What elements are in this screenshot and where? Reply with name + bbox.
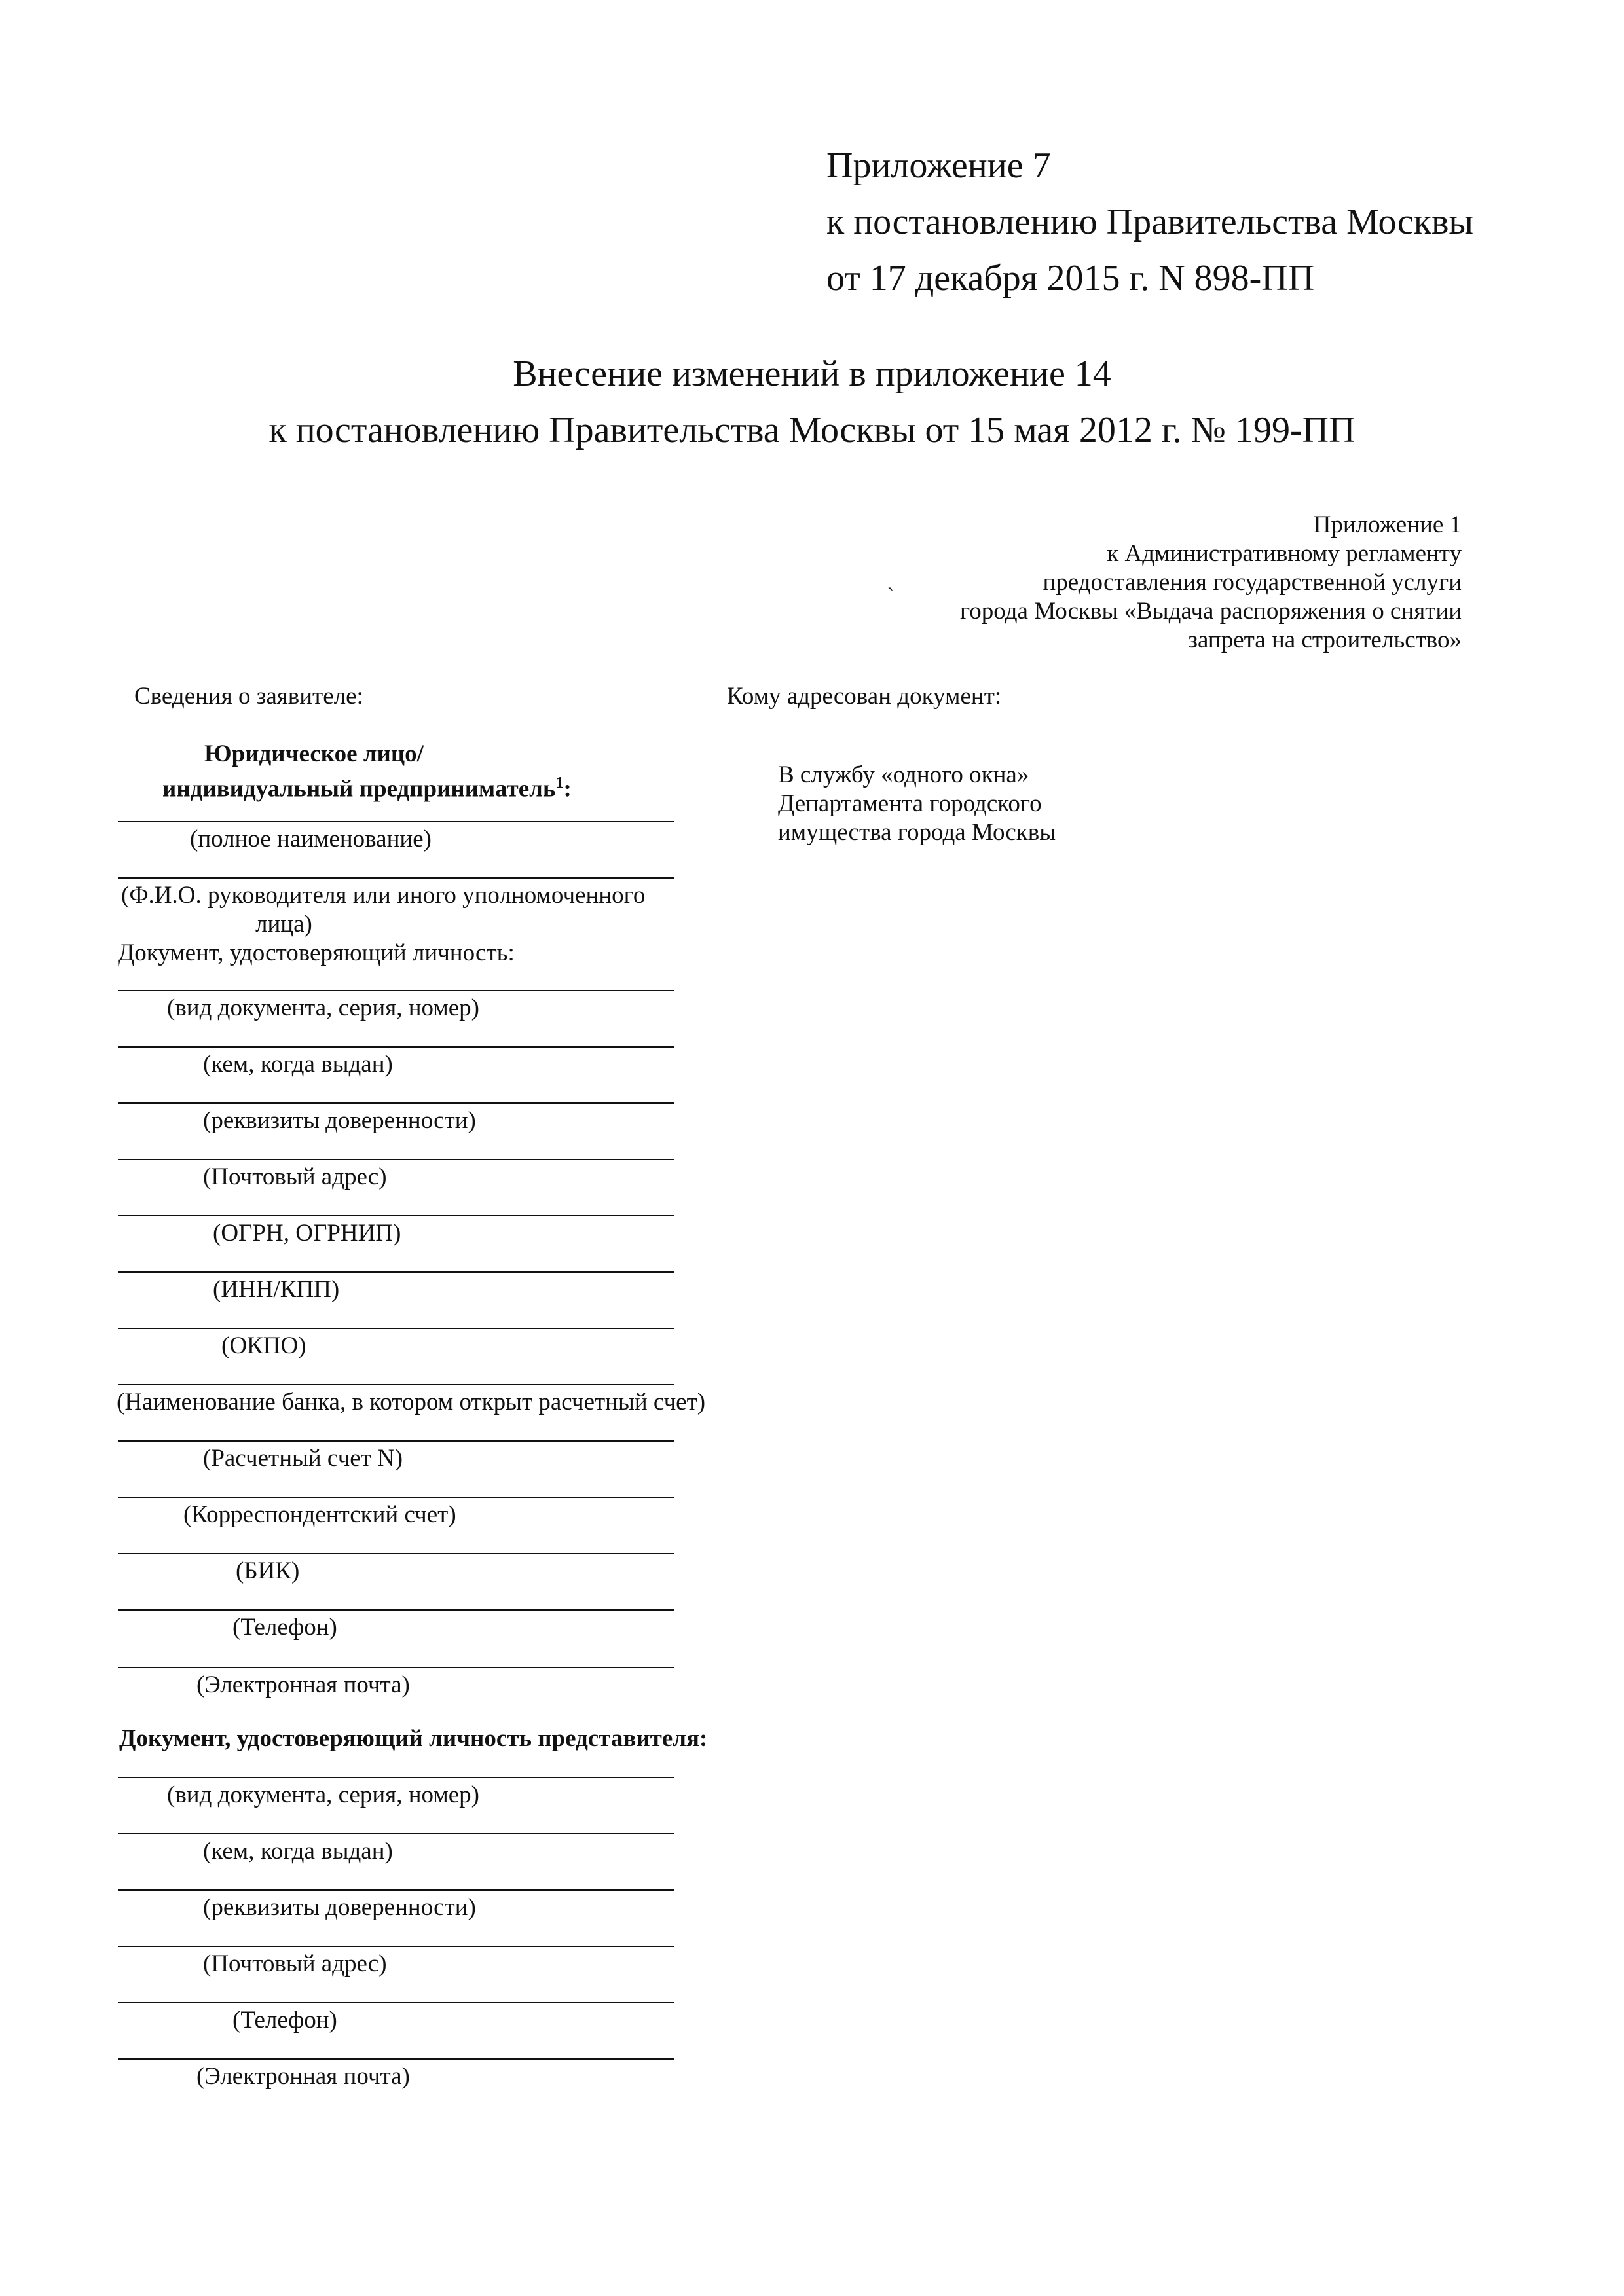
annex-line-3: предоставления государственной услуги: [1043, 569, 1462, 596]
rep-doc-type-line[interactable]: [118, 1777, 674, 1778]
addressee-heading: Кому адресован документ:: [727, 683, 1002, 710]
appendix-date: от 17 декабря 2015 г. N 898-ПП: [826, 258, 1315, 299]
full-name-line[interactable]: [118, 821, 674, 822]
appendix-number: Приложение 7: [826, 145, 1051, 186]
doc-type-caption: (вид документа, серия, номер): [167, 994, 480, 1021]
annex-line-1: Приложение 1: [1313, 511, 1462, 538]
bik-line[interactable]: [118, 1553, 674, 1554]
okpo-line[interactable]: [118, 1328, 674, 1329]
full-name-caption: (полное наименование): [190, 826, 432, 852]
rep-email-caption: (Электронная почта): [196, 2063, 410, 2090]
account-line[interactable]: [118, 1440, 674, 1442]
head-name-caption-cont: лица): [255, 911, 312, 938]
entity-type-line-2: [162, 769, 572, 803]
document-title: [0, 346, 1624, 458]
phone-line[interactable]: [118, 1609, 674, 1611]
stray-mark: `: [887, 584, 894, 606]
rep-issued-by-caption: (кем, когда выдан): [203, 1838, 393, 1865]
annex-line-4: города Москвы «Выдача распоряжения о снятии: [960, 598, 1462, 625]
poa-caption: (реквизиты доверенности): [203, 1107, 476, 1134]
inn-kpp-line[interactable]: [118, 1271, 674, 1273]
bank-name-line[interactable]: [118, 1384, 674, 1385]
addressee-line-1: В службу «одного окна»: [778, 761, 1029, 788]
rep-poa-caption: (реквизиты доверенности): [203, 1894, 476, 1921]
annex-line-2: к Административному регламенту: [1107, 540, 1462, 567]
corr-account-caption: (Корреспондентский счет): [183, 1501, 456, 1528]
okpo-caption: (ОКПО): [221, 1332, 306, 1359]
rep-postal-address-line[interactable]: [118, 1946, 674, 1947]
id-document-label: Документ, удостоверяющий личность:: [118, 939, 515, 966]
inn-kpp-caption: (ИНН/КПП): [213, 1276, 340, 1303]
annex-reference: [960, 511, 1462, 655]
bik-caption: (БИК): [236, 1558, 300, 1584]
phone-caption: (Телефон): [232, 1614, 337, 1641]
entity-type-colon: :: [563, 775, 572, 803]
postal-address-line[interactable]: [118, 1159, 674, 1160]
title-line-1: Внесение изменений в приложение 14: [513, 354, 1111, 394]
rep-phone-line[interactable]: [118, 2002, 674, 2003]
bank-name-caption: (Наименование банка, в котором открыт расчетный счет): [117, 1389, 706, 1415]
title-line-2: к постановлению Правительства Москвы от 15 мая 2012 г. № 199-ПП: [268, 410, 1356, 450]
footnote-mark: 1: [555, 774, 564, 792]
postal-address-caption: (Почтовый адрес): [203, 1163, 387, 1190]
poa-line[interactable]: [118, 1102, 674, 1104]
doc-type-line[interactable]: [118, 990, 674, 991]
email-caption: (Электронная почта): [196, 1671, 410, 1698]
addressee-line-3: имущества города Москвы: [778, 819, 1056, 846]
addressee-line-2: Департамента городского: [778, 790, 1042, 817]
email-line[interactable]: [118, 1667, 674, 1668]
appendix-header: [826, 137, 1473, 306]
ogrn-line[interactable]: [118, 1215, 674, 1216]
rep-email-line[interactable]: [118, 2058, 674, 2060]
addressee-block: [778, 761, 1056, 847]
representative-heading: Документ, удостоверяющий личность представителя:: [119, 1725, 708, 1752]
corr-account-line[interactable]: [118, 1497, 674, 1498]
issued-by-line[interactable]: [118, 1046, 674, 1048]
appendix-reference: к постановлению Правительства Москвы: [826, 202, 1474, 242]
annex-line-5: запрета на строительство»: [1188, 627, 1462, 653]
rep-poa-line[interactable]: [118, 1889, 674, 1891]
entity-type-text: индивидуальный предприниматель: [162, 775, 556, 803]
rep-doc-type-caption: (вид документа, серия, номер): [167, 1781, 480, 1808]
issued-by-caption: (кем, когда выдан): [203, 1051, 393, 1078]
rep-postal-address-caption: (Почтовый адрес): [203, 1950, 387, 1977]
entity-type-line-1: Юридическое лицо/: [204, 740, 424, 767]
ogrn-caption: (ОГРН, ОГРНИП): [213, 1220, 401, 1247]
applicant-heading: Сведения о заявителе:: [134, 683, 363, 710]
head-name-line[interactable]: [118, 877, 674, 879]
rep-phone-caption: (Телефон): [232, 2007, 337, 2033]
rep-issued-by-line[interactable]: [118, 1833, 674, 1834]
account-caption: (Расчетный счет N): [203, 1445, 403, 1472]
head-name-caption: (Ф.И.О. руководителя или иного уполномоченного: [121, 882, 646, 909]
